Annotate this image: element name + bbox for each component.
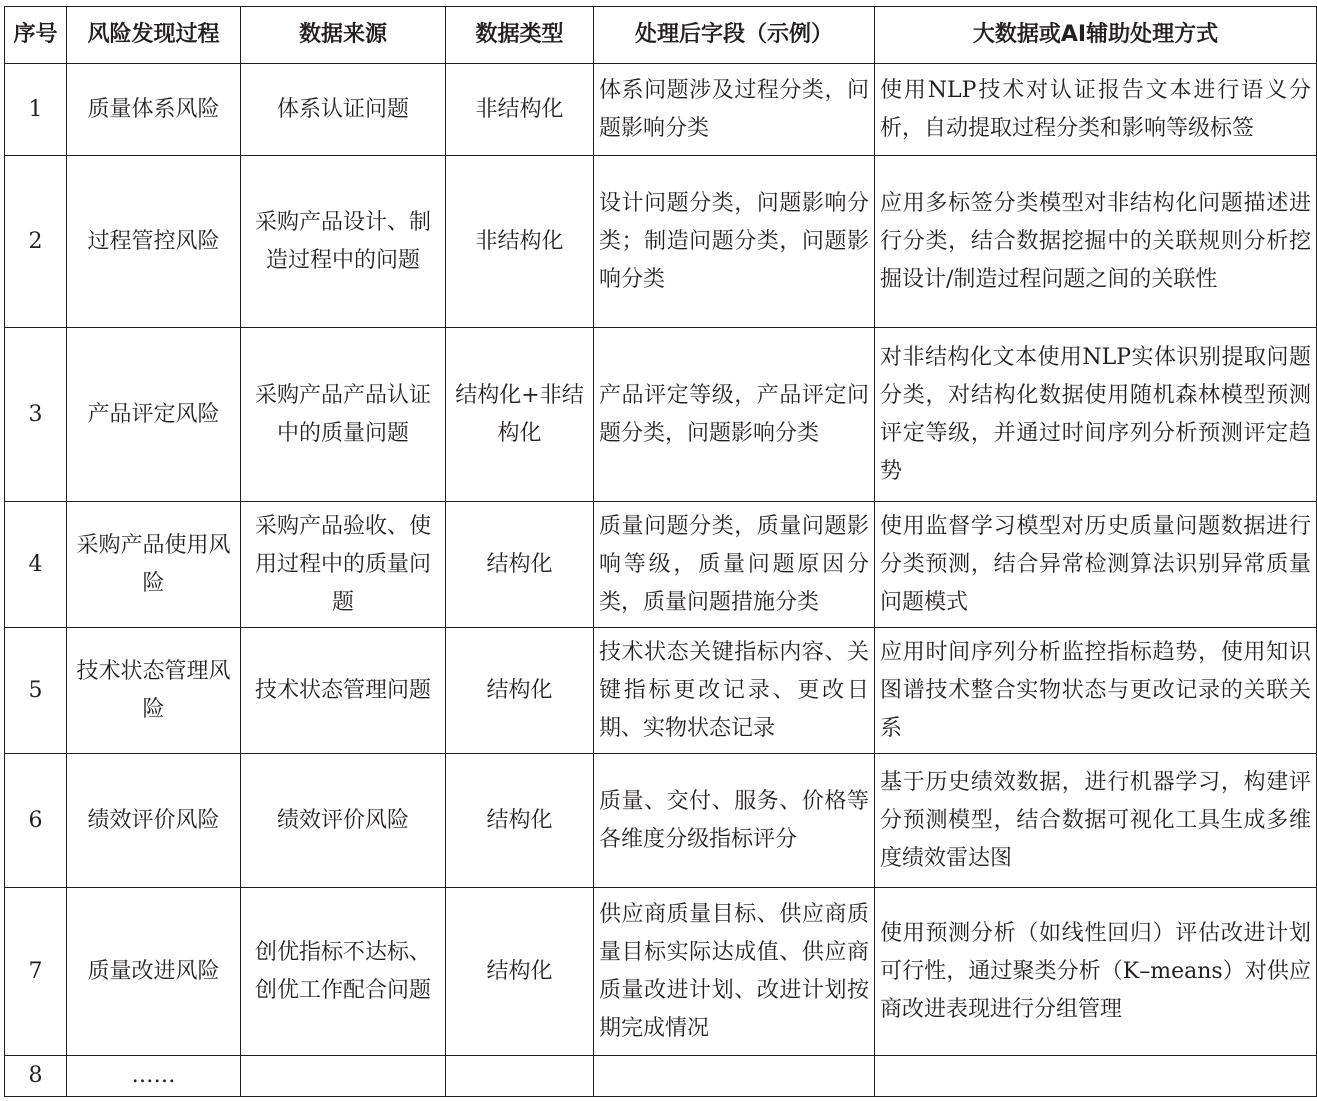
header-type: 数据类型 [446, 7, 594, 64]
table-row [5, 328, 1317, 502]
header-fields: 处理后字段（示例） [594, 7, 875, 64]
cell-source: 技术状态管理问题 [241, 628, 446, 754]
cell-method: 使用监督学习模型对历史质量问题数据进行分类预测，结合异常检测算法识别异常质量问题模式 [875, 502, 1317, 628]
table-row [5, 754, 1317, 888]
cell-source: 采购产品验收、使用过程中的质量问题 [241, 502, 446, 628]
cell-fields [594, 1056, 875, 1097]
cell-process: 过程管控风险 [67, 156, 241, 328]
cell-process: 技术状态管理风险 [67, 628, 241, 754]
cell-process: 采购产品使用风险 [67, 502, 241, 628]
cell-fields: 体系问题涉及过程分类，问题影响分类 [594, 64, 875, 156]
cell-process: …… [67, 1056, 241, 1097]
table-row [5, 628, 1317, 754]
cell-fields: 产品评定等级，产品评定问题分类，问题影响分类 [594, 328, 875, 502]
cell-method: 对非结构化文本使用NLP实体识别提取问题分类，对结构化数据使用随机森林模型预测评定等级，并通过时间序列分析预测评定趋势 [875, 328, 1317, 502]
cell-fields: 技术状态关键指标内容、关键指标更改记录、更改日期、实物状态记录 [594, 628, 875, 754]
cell-source: 绩效评价风险 [241, 754, 446, 888]
cell-method: 应用多标签分类模型对非结构化问题描述进行分类，结合数据挖掘中的关联规则分析挖掘设计/制造过程问题之间的关联性 [875, 156, 1317, 328]
cell-method: 使用预测分析（如线性回归）评估改进计划可行性，通过聚类分析（K–means）对供应商改进表现进行分组管理 [875, 888, 1317, 1056]
cell-process: 绩效评价风险 [67, 754, 241, 888]
cell-no: 7 [5, 888, 67, 1056]
cell-type: 结构化+非结构化 [446, 328, 594, 502]
cell-process: 产品评定风险 [67, 328, 241, 502]
cell-type: 结构化 [446, 628, 594, 754]
table-header-row [5, 7, 1317, 64]
table-row [5, 1056, 1317, 1097]
cell-method: 基于历史绩效数据，进行机器学习，构建评分预测模型，结合数据可视化工具生成多维度绩效雷达图 [875, 754, 1317, 888]
cell-no: 3 [5, 328, 67, 502]
risk-table [4, 6, 1317, 1097]
table-row [5, 156, 1317, 328]
cell-type: 非结构化 [446, 156, 594, 328]
cell-process: 质量改进风险 [67, 888, 241, 1056]
cell-method: 应用时间序列分析监控指标趋势，使用知识图谱技术整合实物状态与更改记录的关联关系 [875, 628, 1317, 754]
cell-type: 结构化 [446, 502, 594, 628]
table-row [5, 502, 1317, 628]
cell-no: 1 [5, 64, 67, 156]
cell-type: 结构化 [446, 754, 594, 888]
cell-source: 创优指标不达标、创优工作配合问题 [241, 888, 446, 1056]
cell-fields: 质量问题分类，质量问题影响等级，质量问题原因分类，质量问题措施分类 [594, 502, 875, 628]
cell-source [241, 1056, 446, 1097]
cell-no: 5 [5, 628, 67, 754]
cell-method [875, 1056, 1317, 1097]
header-no: 序号 [5, 7, 67, 64]
cell-method: 使用NLP技术对认证报告文本进行语义分析，自动提取过程分类和影响等级标签 [875, 64, 1317, 156]
cell-type [446, 1056, 594, 1097]
cell-process: 质量体系风险 [67, 64, 241, 156]
cell-no: 8 [5, 1056, 67, 1097]
cell-source: 采购产品产品认证中的质量问题 [241, 328, 446, 502]
header-method: 大数据或AI辅助处理方式 [875, 7, 1317, 64]
cell-fields: 设计问题分类，问题影响分类；制造问题分类，问题影响分类 [594, 156, 875, 328]
cell-source: 采购产品设计、制造过程中的问题 [241, 156, 446, 328]
table-row [5, 888, 1317, 1056]
cell-fields: 供应商质量目标、供应商质量目标实际达成值、供应商质量改进计划、改进计划按期完成情况 [594, 888, 875, 1056]
cell-no: 2 [5, 156, 67, 328]
header-source: 数据来源 [241, 7, 446, 64]
cell-no: 4 [5, 502, 67, 628]
cell-fields: 质量、交付、服务、价格等各维度分级指标评分 [594, 754, 875, 888]
cell-source: 体系认证问题 [241, 64, 446, 156]
header-process: 风险发现过程 [67, 7, 241, 64]
cell-type: 非结构化 [446, 64, 594, 156]
table-row [5, 64, 1317, 156]
cell-no: 6 [5, 754, 67, 888]
cell-type: 结构化 [446, 888, 594, 1056]
